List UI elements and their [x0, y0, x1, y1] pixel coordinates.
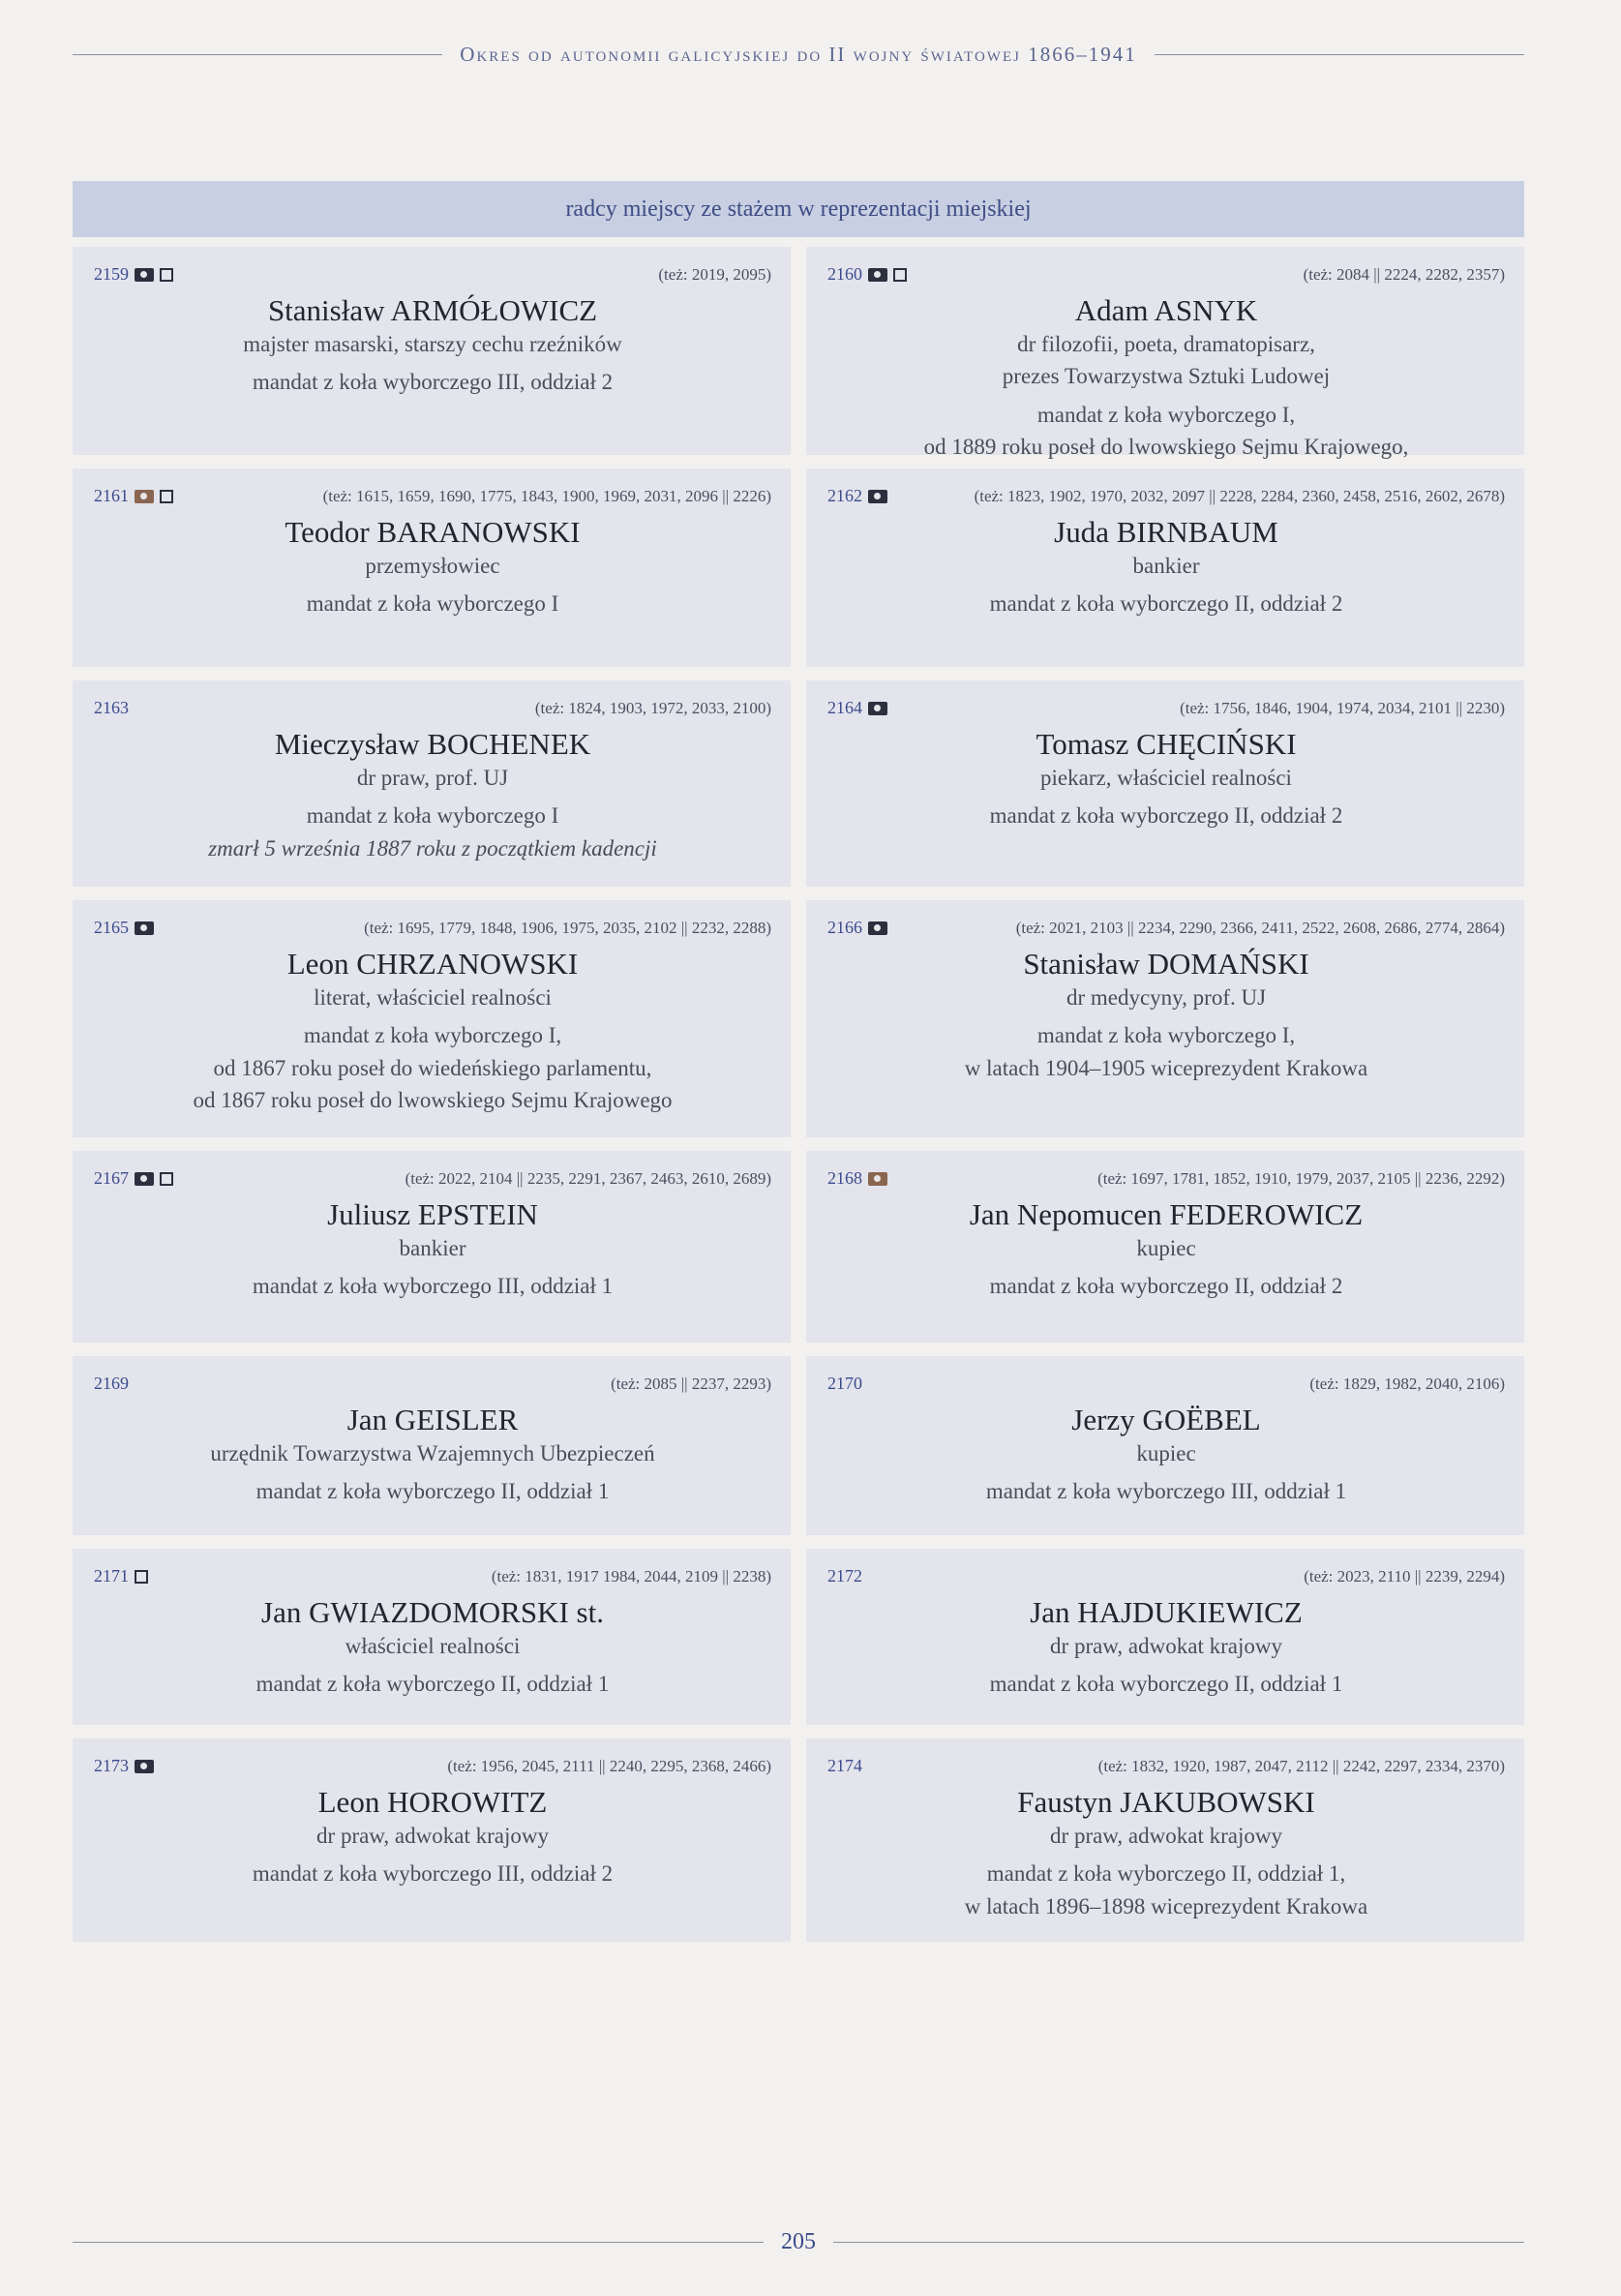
person-description: dr filozofii, poeta, dramatopisarz, [1017, 332, 1315, 357]
person-description: dr praw, adwokat krajowy [316, 1824, 549, 1849]
mandate-line: mandat z koła wyborczego I, [1036, 1023, 1296, 1048]
entry-card [73, 680, 791, 887]
entry-header [94, 1374, 771, 1396]
entry-body [94, 1196, 771, 1303]
entry-number-group [827, 1566, 862, 1586]
entry-card [806, 1738, 1524, 1942]
entry-header [94, 698, 771, 720]
entry-body [827, 1784, 1505, 1922]
mandate-line: od 1889 roku poseł do lwowskiego Sejmu Krajowego, [923, 435, 1409, 460]
entry-number-group [827, 918, 887, 938]
entry-body [827, 1196, 1505, 1303]
entry-number: 2165 [94, 918, 129, 937]
entry-header [94, 1168, 771, 1191]
person-name: Jerzy GOËBEL [1071, 1402, 1261, 1436]
square-icon [160, 1172, 173, 1186]
entry-card [806, 468, 1524, 667]
photo-icon [135, 268, 154, 282]
photo-icon [868, 268, 887, 282]
person-name: Jan HAJDUKIEWICZ [1030, 1594, 1303, 1629]
entry-header [827, 1566, 1505, 1588]
entry-header [94, 264, 771, 287]
entry-body [827, 1402, 1505, 1508]
mandate-line: mandat z koła wyborczego I, [1036, 402, 1296, 427]
person-name: Faustyn JAKUBOWSKI [1017, 1784, 1315, 1819]
person-name: Leon HOROWITZ [317, 1784, 548, 1819]
person-name: Stanisław DOMAŃSKI [1023, 946, 1309, 981]
footer-rule-left [73, 2242, 764, 2243]
person-description: urzędnik Towarzystwa Wzajemnych Ubezpieczeń [210, 1441, 655, 1466]
entry-number: 2166 [827, 918, 862, 937]
entry-body [94, 292, 771, 399]
entry-card [806, 1356, 1524, 1535]
entry-cross-references: (też: 1829, 1982, 2040, 2106) [1309, 1375, 1505, 1393]
mandate-line: mandat z koła wyborczego I [306, 591, 559, 617]
mandate-line: od 1867 roku poseł do lwowskiego Sejmu Krajowego [193, 1088, 673, 1113]
person-name: Mieczysław BOCHENEK [274, 726, 591, 761]
person-name: Leon CHRZANOWSKI [286, 946, 579, 981]
mandate-line: mandat z koła wyborczego III, oddział 1 [252, 1274, 614, 1299]
entry-number-group [94, 486, 173, 506]
entry-body [94, 514, 771, 620]
entry-cross-references: (też: 1956, 2045, 2111 || 2240, 2295, 2368, 2466) [447, 1757, 771, 1775]
entry-cross-references: (też: 1695, 1779, 1848, 1906, 1975, 2035, 2102 || 2232, 2288) [364, 919, 771, 937]
entry-body [94, 1594, 771, 1701]
entry-cross-references: (też: 1831, 1917 1984, 2044, 2109 || 2238) [491, 1567, 771, 1586]
entry-card [73, 1356, 791, 1535]
entry-card [73, 1549, 791, 1725]
mandate-line: mandat z koła wyborczego II, oddział 1 [255, 1479, 610, 1504]
entry-body [827, 726, 1505, 832]
person-name: Teodor BARANOWSKI [285, 514, 581, 549]
entry-cross-references: (też: 1823, 1902, 1970, 2032, 2097 || 2228, 2284, 2360, 2458, 2516, 2602, 2678) [974, 487, 1505, 505]
entry-number-group [94, 1374, 129, 1394]
entry-header [827, 1374, 1505, 1396]
entry-number-group [94, 1566, 148, 1586]
person-name: Tomasz CHĘCIŃSKI [1036, 726, 1297, 761]
entry-number-group [827, 264, 907, 285]
photo-icon [135, 921, 154, 935]
person-name: Jan GWIAZDOMORSKI st. [261, 1594, 604, 1629]
entry-number-group [827, 1168, 887, 1189]
entry-body [827, 1594, 1505, 1701]
person-description: bankier [1132, 554, 1200, 579]
entry-header [827, 918, 1505, 940]
entry-cross-references: (też: 2019, 2095) [658, 265, 771, 284]
mandate-line: w latach 1896–1898 wiceprezydent Krakowa [964, 1893, 1368, 1918]
mandate-line: mandat z koła wyborczego II, oddział 1, [986, 1861, 1346, 1887]
entry-body [827, 292, 1505, 496]
entry-number: 2173 [94, 1756, 129, 1775]
entry-body [94, 1784, 771, 1890]
entry-cross-references: (też: 2085 || 2237, 2293) [611, 1375, 771, 1393]
entry-number-group [94, 698, 129, 718]
entries-grid [73, 247, 1524, 1955]
entry-number-group [827, 1756, 862, 1776]
mandate-line: od 1867 roku poseł do wiedeńskiego parlamentu, [213, 1055, 652, 1080]
entry-body [94, 946, 771, 1117]
footer-rule-right [833, 2242, 1524, 2243]
section-band [73, 181, 1524, 237]
entry-card [73, 900, 791, 1137]
mandate-line: mandat z koła wyborczego II, oddział 2 [989, 803, 1343, 829]
entry-number: 2167 [94, 1168, 129, 1188]
person-description: piekarz, właściciel realności [1040, 766, 1292, 791]
entry-header [827, 264, 1505, 287]
entry-number: 2170 [827, 1374, 862, 1393]
entry-card [806, 1549, 1524, 1725]
entry-number-group [827, 1374, 862, 1394]
entry-number: 2171 [94, 1566, 129, 1586]
square-icon [160, 268, 173, 282]
photo-icon [135, 1760, 154, 1773]
entry-cross-references: (też: 2084 || 2224, 2282, 2357) [1303, 265, 1505, 284]
entry-card [73, 1738, 791, 1942]
entry-number: 2160 [827, 264, 862, 284]
person-description: kupiec [1136, 1236, 1196, 1261]
page-number: 205 [781, 2229, 816, 2254]
entry-card [73, 247, 791, 455]
photo-icon [868, 1172, 887, 1186]
entry-cross-references: (też: 1756, 1846, 1904, 1974, 2034, 2101 || 2230) [1180, 699, 1505, 717]
page-footer [73, 2229, 1524, 2255]
photo-icon [135, 490, 154, 503]
entry-card [73, 1151, 791, 1343]
entry-number: 2163 [94, 698, 129, 717]
entry-card [806, 680, 1524, 887]
entry-cross-references: (też: 1824, 1903, 1972, 2033, 2100) [534, 699, 771, 717]
running-header [73, 43, 1524, 67]
entry-cross-references: (też: 2023, 2110 || 2239, 2294) [1304, 1567, 1505, 1586]
person-name: Juliusz EPSTEIN [327, 1196, 538, 1231]
entry-number-group [827, 486, 887, 506]
entry-number-group [827, 698, 887, 718]
entry-header [827, 698, 1505, 720]
mandate-line: mandat z koła wyborczego III, oddział 2 [252, 1861, 614, 1887]
entry-header [94, 918, 771, 940]
photo-icon [868, 490, 887, 503]
entry-number: 2162 [827, 486, 862, 505]
person-name: Jan GEISLER [346, 1402, 519, 1436]
photo-icon [868, 921, 887, 935]
mandate-line: mandat z koła wyborczego III, oddział 2 [252, 370, 614, 395]
entry-body [94, 1402, 771, 1508]
entry-card [806, 1151, 1524, 1343]
running-title: Okres od autonomii galicyjskiej do II wojny światowej 1866–1941 [460, 43, 1137, 66]
entry-card [806, 900, 1524, 1137]
entry-cross-references: (też: 2021, 2103 || 2234, 2290, 2366, 2411, 2522, 2608, 2686, 2774, 2864) [1015, 919, 1505, 937]
entry-card [73, 468, 791, 667]
square-icon [135, 1570, 148, 1584]
person-name: Juda BIRNBAUM [1054, 514, 1278, 549]
person-description: kupiec [1136, 1441, 1196, 1466]
person-name: Stanisław ARMÓŁOWICZ [267, 292, 598, 327]
mandate-line: mandat z koła wyborczego I [306, 803, 559, 829]
person-name: Adam ASNYK [1074, 292, 1258, 327]
person-description: właściciel realności [345, 1634, 521, 1659]
person-name: Jan Nepomucen FEDEROWICZ [969, 1196, 1364, 1231]
entry-number-group [94, 264, 173, 285]
entry-header [827, 1756, 1505, 1778]
person-description: prezes Towarzystwa Sztuki Ludowej [1002, 364, 1331, 389]
square-icon [160, 490, 173, 503]
header-rule-right [1155, 54, 1524, 55]
photo-icon [135, 1172, 154, 1186]
mandate-line: mandat z koła wyborczego II, oddział 2 [989, 591, 1343, 617]
entry-header [827, 1168, 1505, 1191]
mandate-line: mandat z koła wyborczego I, [303, 1023, 562, 1048]
entry-header [94, 486, 771, 508]
entry-body [827, 946, 1505, 1084]
entry-number: 2159 [94, 264, 129, 284]
entry-cross-references: (też: 1697, 1781, 1852, 1910, 1979, 2037, 2105 || 2236, 2292) [1097, 1169, 1505, 1188]
entry-header [94, 1756, 771, 1778]
entry-number: 2168 [827, 1168, 862, 1188]
entry-cross-references: (też: 1832, 1920, 1987, 2047, 2112 || 2242, 2297, 2334, 2370) [1097, 1757, 1505, 1775]
entry-cross-references: (też: 1615, 1659, 1690, 1775, 1843, 1900, 1969, 2031, 2096 || 2226) [322, 487, 771, 505]
entry-number: 2169 [94, 1374, 129, 1393]
entry-card [806, 247, 1524, 460]
person-description: dr praw, adwokat krajowy [1050, 1824, 1282, 1849]
square-icon [893, 268, 907, 282]
entry-cross-references: (też: 2022, 2104 || 2235, 2291, 2367, 2463, 2610, 2689) [405, 1169, 771, 1188]
entry-number: 2174 [827, 1756, 862, 1775]
section-title: radcy miejscy ze stażem w reprezentacji miejskiej [565, 196, 1032, 222]
entry-number: 2161 [94, 486, 129, 505]
mandate-line: mandat z koła wyborczego II, oddział 1 [255, 1672, 610, 1697]
person-description: dr praw, prof. UJ [356, 766, 509, 791]
mandate-line: mandat z koła wyborczego II, oddział 1 [989, 1672, 1343, 1697]
entry-note: zmarł 5 września 1887 roku z początkiem kadencji [208, 835, 657, 861]
entry-number: 2164 [827, 698, 862, 717]
person-description: bankier [399, 1236, 466, 1261]
person-description: przemysłowiec [365, 554, 500, 579]
person-description: literat, właściciel realności [314, 985, 552, 1011]
mandate-line: mandat z koła wyborczego II, oddział 2 [989, 1274, 1343, 1299]
photo-icon [868, 702, 887, 715]
entry-number-group [94, 918, 154, 938]
entry-number-group [94, 1168, 173, 1189]
entry-body [827, 514, 1505, 620]
entry-header [94, 1566, 771, 1588]
entry-number-group [94, 1756, 154, 1776]
person-description: dr medycyny, prof. UJ [1066, 985, 1267, 1011]
person-description: dr praw, adwokat krajowy [1050, 1634, 1282, 1659]
entry-header [827, 486, 1505, 508]
entry-number: 2172 [827, 1566, 862, 1586]
header-rule-left [73, 54, 442, 55]
mandate-line: w latach 1904–1905 wiceprezydent Krakowa [964, 1055, 1368, 1080]
entry-body [94, 726, 771, 864]
mandate-line: mandat z koła wyborczego III, oddział 1 [985, 1479, 1347, 1504]
person-description: majster masarski, starszy cechu rzeźników [243, 332, 622, 357]
